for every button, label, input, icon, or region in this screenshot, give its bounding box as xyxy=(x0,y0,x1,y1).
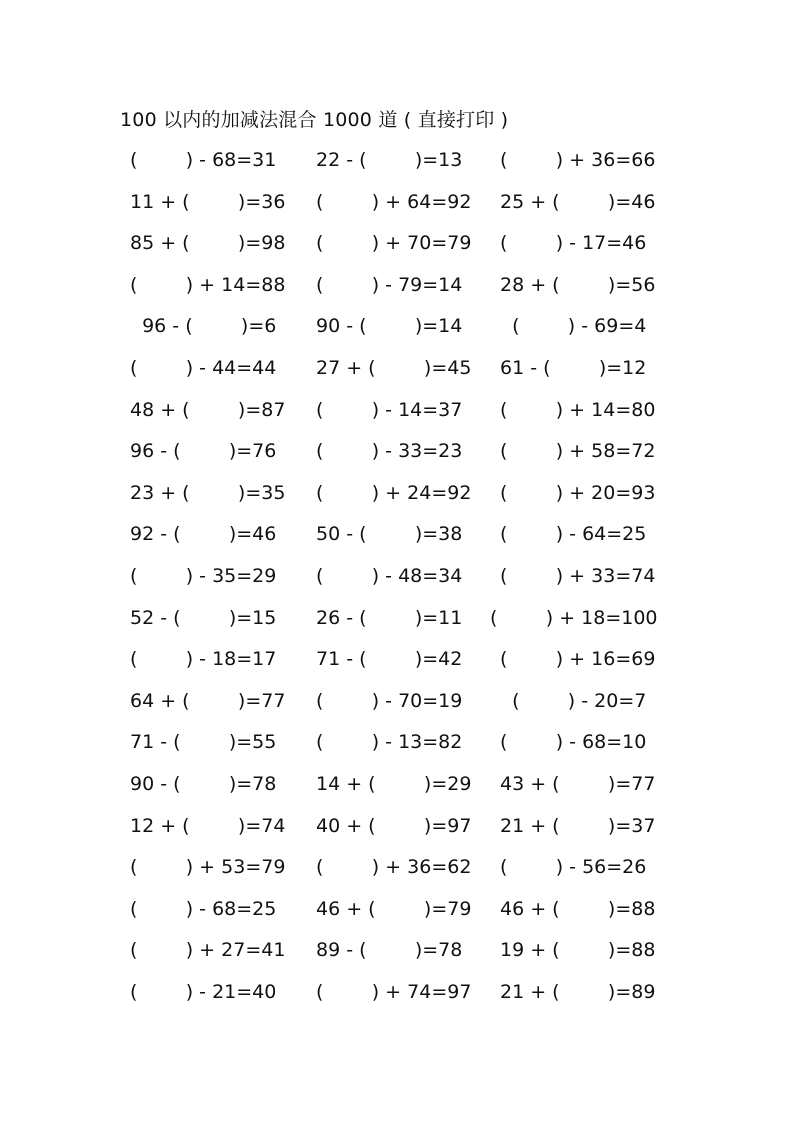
math-problem: ( ) + 27=41 xyxy=(130,939,286,962)
math-problem: 19 + ( )=88 xyxy=(500,939,656,962)
math-problem: 46 + ( )=88 xyxy=(500,897,656,920)
problem-row xyxy=(130,936,660,978)
math-problem: ( ) + 74=97 xyxy=(316,980,472,1003)
problem-row xyxy=(130,978,660,1020)
math-problem: ( ) - 13=82 xyxy=(316,731,463,754)
problem-row xyxy=(130,728,660,770)
problem-row xyxy=(130,271,660,313)
math-problem: 21 + ( )=89 xyxy=(500,980,656,1003)
math-problem: ( ) - 18=17 xyxy=(130,648,277,671)
math-problem: ( ) - 14=37 xyxy=(316,398,463,421)
math-problem: ( ) + 36=66 xyxy=(500,149,656,171)
problem-row xyxy=(130,604,660,646)
math-problem: 43 + ( )=77 xyxy=(500,772,656,795)
problem-row xyxy=(130,437,660,479)
math-problem: ( ) - 70=19 xyxy=(316,689,463,712)
math-problem: 22 - ( )=13 xyxy=(316,149,463,171)
math-problem: ( ) + 58=72 xyxy=(500,440,656,463)
math-problem: ( ) + 14=80 xyxy=(500,398,656,421)
problem-row xyxy=(130,229,660,271)
math-problem: 12 + ( )=74 xyxy=(130,814,286,837)
math-problem: 89 - ( )=78 xyxy=(316,939,463,962)
math-problem: 96 - ( )=76 xyxy=(130,440,277,463)
math-problem: 11 + ( )=36 xyxy=(130,190,286,213)
problem-row xyxy=(130,520,660,562)
math-problem: ( ) - 20=7 xyxy=(500,689,647,712)
problem-row xyxy=(130,812,660,854)
math-problem: 40 + ( )=97 xyxy=(316,814,472,837)
math-problem: 71 - ( )=55 xyxy=(130,731,277,754)
math-problem: 25 + ( )=46 xyxy=(500,190,656,213)
problem-row xyxy=(130,770,660,812)
math-problem: 14 + ( )=29 xyxy=(316,772,472,795)
math-problem: ( ) + 70=79 xyxy=(316,232,472,255)
math-problem: ( ) - 56=26 xyxy=(500,856,647,879)
math-problem: ( ) + 24=92 xyxy=(316,481,472,504)
math-problem: 90 - ( )=78 xyxy=(130,772,277,795)
math-problem: ( ) - 35=29 xyxy=(130,564,277,587)
math-problem: 61 - ( )=12 xyxy=(500,356,647,379)
math-problem: ( ) + 16=69 xyxy=(500,648,656,671)
problem-row xyxy=(130,853,660,895)
math-problem: ( ) + 18=100 xyxy=(490,606,658,629)
problem-row xyxy=(130,312,660,354)
math-problem: ( ) - 79=14 xyxy=(316,273,463,296)
math-problem: 21 + ( )=37 xyxy=(500,814,656,837)
problem-row xyxy=(130,562,660,604)
math-problem: ( ) + 64=92 xyxy=(316,190,472,213)
math-problem: 90 - ( )=14 xyxy=(316,315,463,338)
problem-row xyxy=(130,354,660,396)
math-problem: 96 - ( )=6 xyxy=(130,315,277,338)
math-problem: ( ) - 69=4 xyxy=(500,315,647,338)
problem-row xyxy=(130,687,660,729)
math-problem: 48 + ( )=87 xyxy=(130,398,286,421)
problem-row xyxy=(130,396,660,438)
math-problem: ( ) - 33=23 xyxy=(316,440,463,463)
math-problem: 52 - ( )=15 xyxy=(130,606,277,629)
math-problem: ( ) - 21=40 xyxy=(130,980,277,1003)
math-problem: ( ) + 14=88 xyxy=(130,273,286,296)
math-problem: 27 + ( )=45 xyxy=(316,356,472,379)
math-problem: 28 + ( )=56 xyxy=(500,273,656,296)
math-problem: ( ) + 53=79 xyxy=(130,856,286,879)
math-problem: 85 + ( )=98 xyxy=(130,232,286,255)
problem-row xyxy=(130,479,660,521)
problem-row xyxy=(130,146,660,188)
math-problem: ( ) - 68=10 xyxy=(500,731,647,754)
math-problem: ( ) - 68=25 xyxy=(130,897,277,920)
math-problem: ( ) + 36=62 xyxy=(316,856,472,879)
problem-row xyxy=(130,895,660,937)
math-problem: ( ) - 64=25 xyxy=(500,523,647,546)
math-problem: ( ) - 68=31 xyxy=(130,149,277,171)
math-problem: ( ) - 17=46 xyxy=(500,232,647,255)
math-problem: 64 + ( )=77 xyxy=(130,689,286,712)
math-problem: 71 - ( )=42 xyxy=(316,648,463,671)
math-problem: ( ) - 48=34 xyxy=(316,564,463,587)
math-problem: ( ) + 33=74 xyxy=(500,564,656,587)
math-problem: 46 + ( )=79 xyxy=(316,897,472,920)
math-problem: 50 - ( )=38 xyxy=(316,523,463,546)
math-problem: ( ) + 20=93 xyxy=(500,481,656,504)
math-problem: 23 + ( )=35 xyxy=(130,481,286,504)
math-problem: ( ) - 44=44 xyxy=(130,356,277,379)
problem-row xyxy=(130,188,660,230)
math-problem: 92 - ( )=46 xyxy=(130,523,277,546)
page-title: 100 以内的加减法混合 1000 道 ( 直接打印 ) xyxy=(120,109,509,131)
math-problem: 26 - ( )=11 xyxy=(316,606,463,629)
problem-row xyxy=(130,645,660,687)
problem-grid xyxy=(130,146,660,1019)
